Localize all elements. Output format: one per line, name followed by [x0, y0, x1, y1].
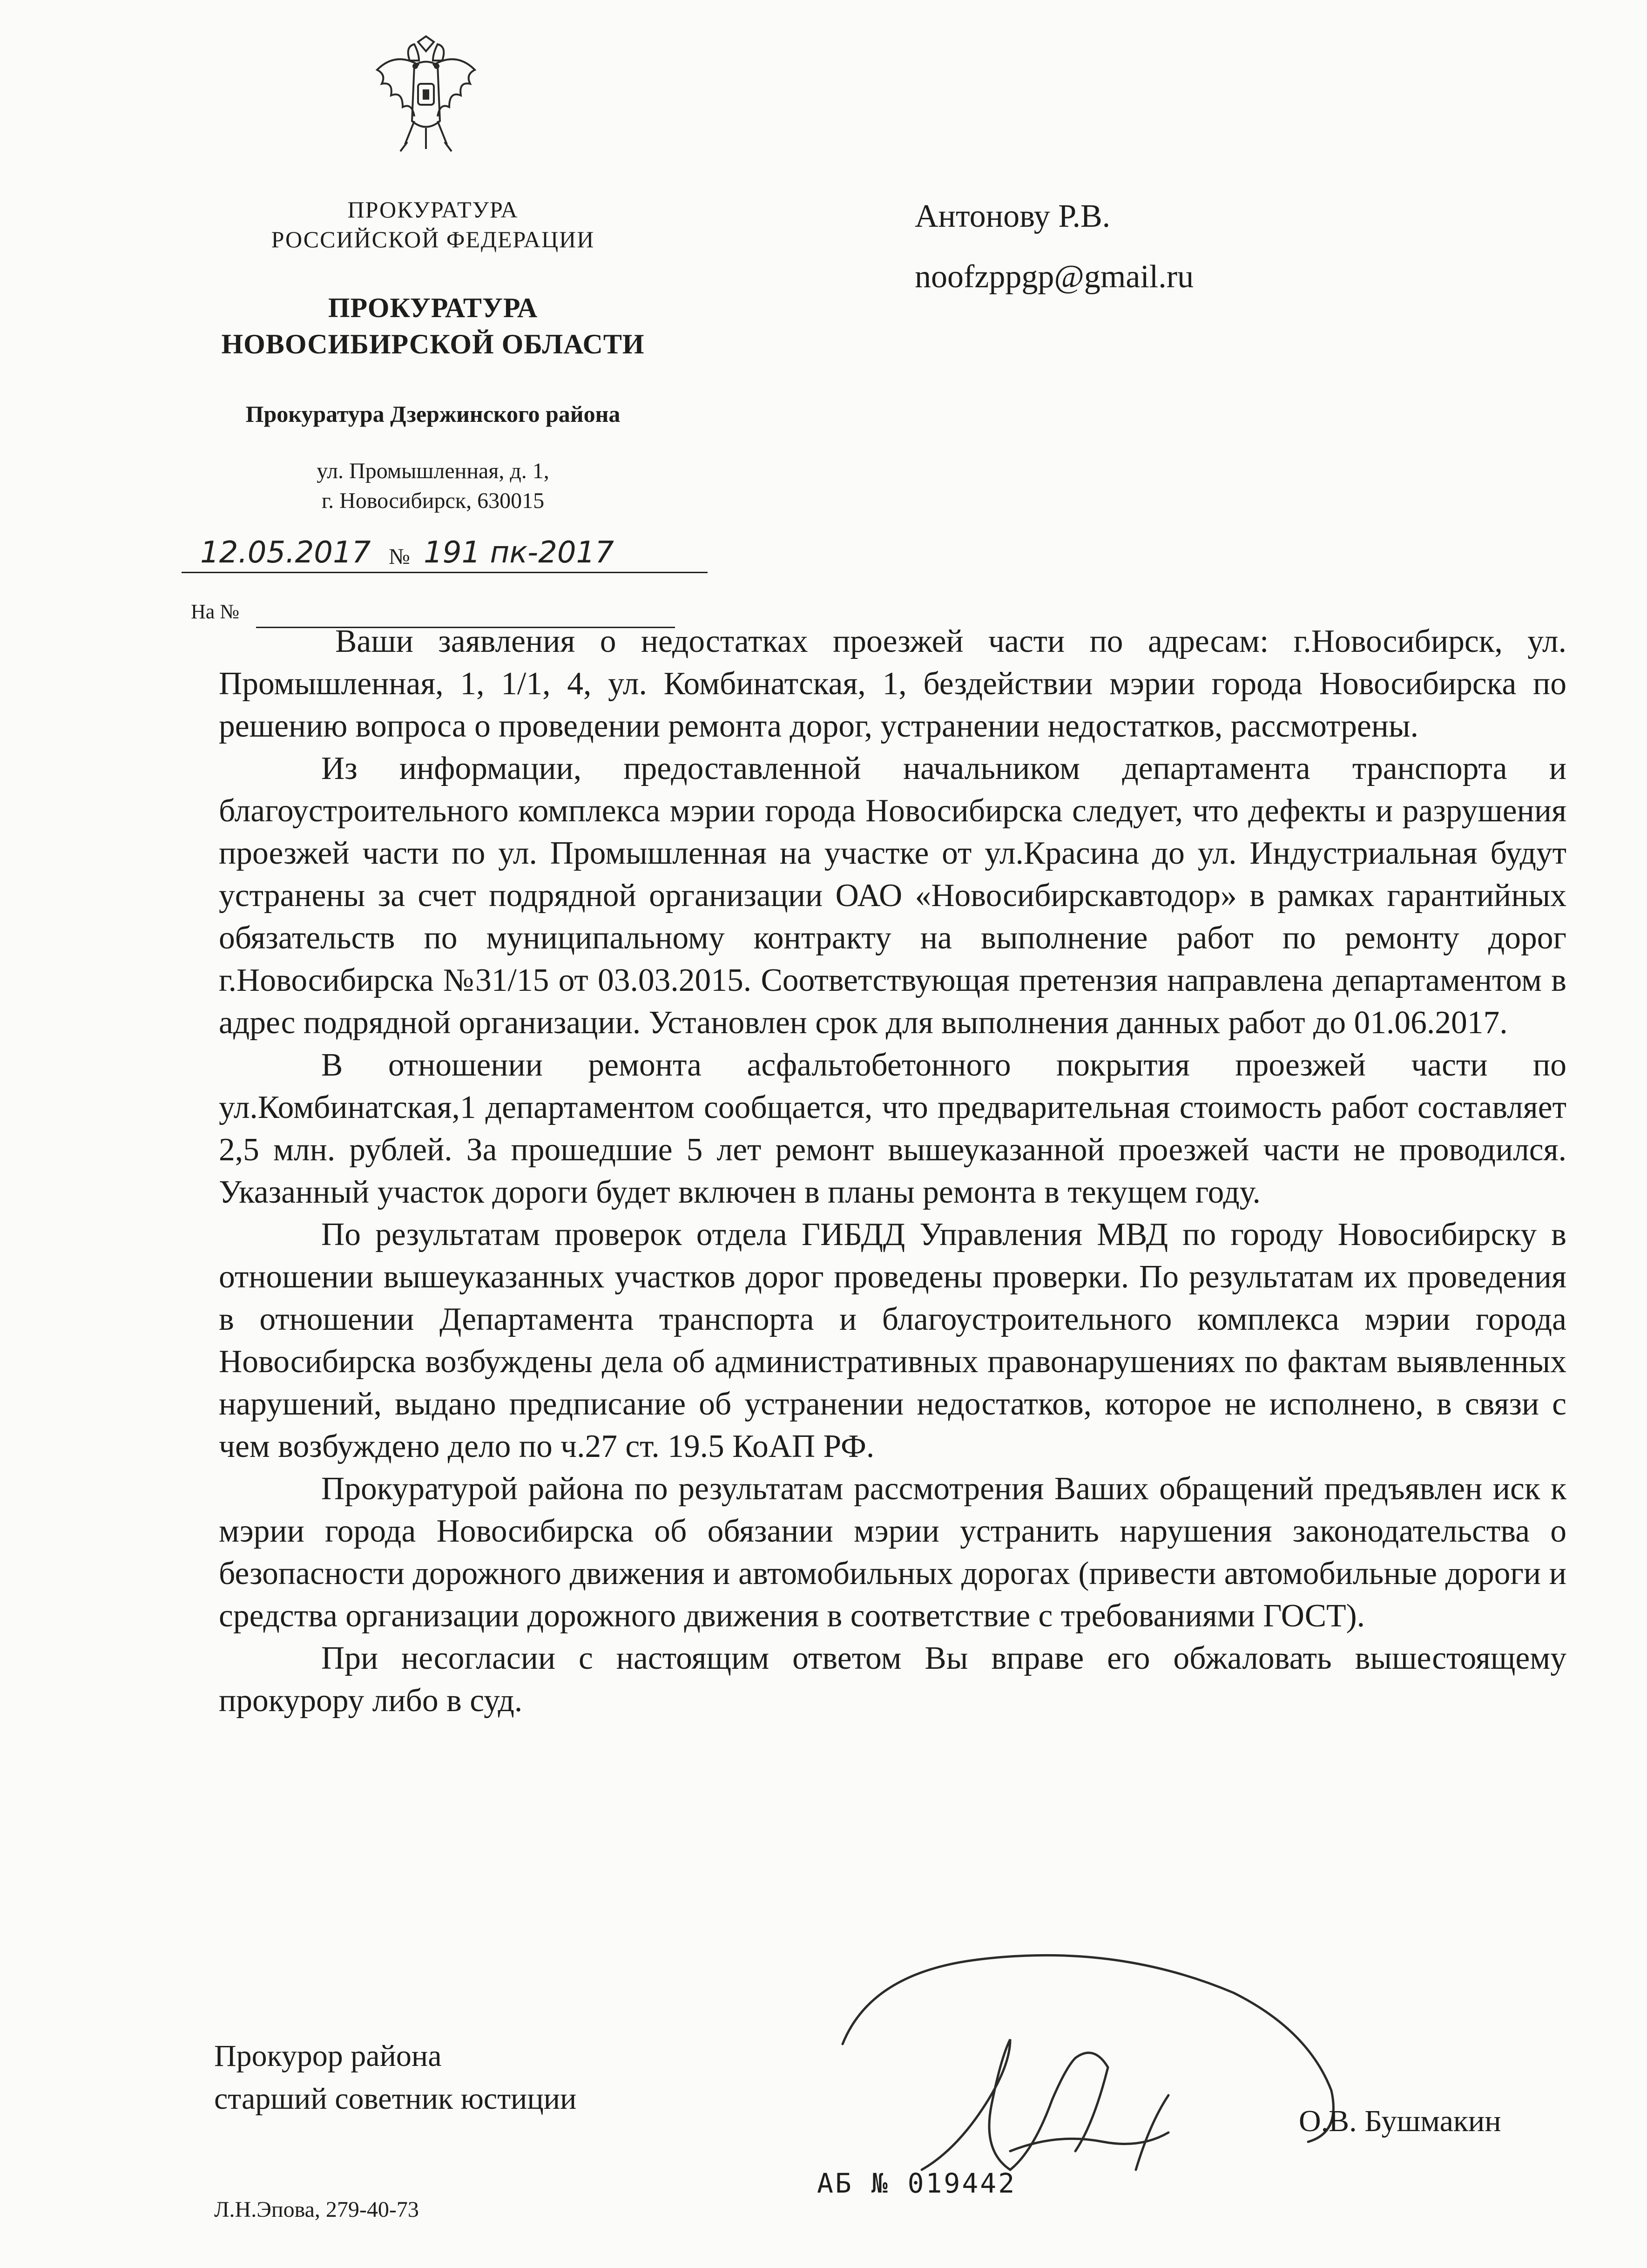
paragraph-5: Прокуратурой района по результатам рассмотрения Ваших обращений предъявлен иск к мэрии города Новосибирска об обязании мэрии устранить нарушения законодательства о безопасности дорожного движения и автомобильных дорогах (привести автомобильные дороги и средства организации дорожного движения в соответствие с требованиями ГОСТ). — [219, 1471, 1566, 1634]
signatory-title — [214, 2035, 576, 2120]
coat-of-arms-icon — [368, 33, 484, 163]
letter-body — [219, 620, 1566, 1722]
paragraph-3: В отношении ремонта асфальтобетонного покрытия проезжей части по ул.Комбинатская,1 департаментом сообщается, что предварительная стоимость работ составляет 2,5 млн. рублей. За прошедшие 5 лет ремонт вышеуказанной проезжей части не проводился. Указанный участок дороги будет включен в планы ремонта в текущем году. — [219, 1047, 1566, 1210]
signatory-name: О.В. Бушмакин — [1299, 2104, 1501, 2138]
signatory-title-line1: Прокурор района — [214, 2039, 442, 2073]
registration-line — [182, 535, 708, 573]
registration-number-sign: № — [389, 544, 410, 569]
org-name-regional-line1: ПРОКУРАТУРА — [328, 292, 538, 323]
registration-underline — [182, 572, 708, 573]
reference-label: На № — [191, 600, 240, 623]
org-district: Прокуратура Дзержинского района — [245, 401, 621, 427]
org-name-regional — [177, 290, 689, 362]
registration-date: 12.05.2017 — [200, 535, 371, 570]
org-address-line1: ул. Промышленная, д. 1, — [317, 459, 549, 483]
paragraph-1: Ваши заявления о недостатках проезжей части по адресам: г.Новосибирск, ул. Промышленная, 1, 1/1, 4, ул. Комбинатская, 1, бездействии мэрии города Новосибирска по решению вопроса о проведении ремонта дорог, устранении недостатков, рассмотрены. — [219, 623, 1566, 744]
paragraph-2: Из информации, предоставленной начальником департамента транспорта и благоустроительного комплекса мэрии города Новосибирска следует, что дефекты и разрушения проезжей части по ул. Промышленная на участке от ул.Красина до ул. Индустриальная будут устранены за счет подрядной организации ОАО «Новосибирскавтодор» в рамках гарантийных обязательств по муниципальному контракту на выполнение работ по ремонту дорог г.Новосибирска №31/15 от 03.03.2015. Соответствующая претензия направлена департаментом в адрес подрядной организации. Установлен срок для выполнения данных работ до 01.06.2017. — [219, 751, 1566, 1041]
recipient-email: noofzppgp@gmail.ru — [915, 259, 1194, 295]
handwritten-signature-icon — [815, 1890, 1397, 2198]
registration-number: 191 пк-2017 — [424, 535, 614, 570]
form-serial-number: АБ № 019442 — [817, 2167, 1017, 2199]
org-name-federal-line1: ПРОКУРАТУРА — [347, 196, 519, 223]
signatory-title-line2: старший советник юстиции — [214, 2082, 577, 2116]
org-name-regional-line2: НОВОСИБИРСКОЙ ОБЛАСТИ — [221, 329, 645, 359]
org-address — [177, 456, 689, 516]
org-address-line2: г. Новосибирск, 630015 — [321, 488, 545, 513]
paragraph-6: При несогласии с настоящим ответом Вы вправе его обжаловать вышестоящему прокурору либо в суд. — [219, 1640, 1566, 1719]
org-name-federal — [200, 195, 666, 254]
paragraph-4: По результатам проверок отдела ГИБДД Управления МВД по городу Новосибирску в отношении вышеуказанных участков дорог проведены проверки. По результатам их проведения в отношении Департамента транспорта и благоустроительного комплекса мэрии города Новосибирска возбуждены дела об административных правонарушениях по фактам выявленных нарушений, выдано предписание об устранении недостатков, которое не исполнено, в связи с чем возбуждено дело по ч.27 ст. 19.5 КоАП РФ. — [219, 1217, 1566, 1464]
recipient-block — [915, 196, 1194, 298]
executor-contact: Л.Н.Эпова, 279-40-73 — [214, 2197, 419, 2222]
recipient-name: Антонову Р.В. — [915, 198, 1111, 234]
org-name-federal-line2: РОССИЙСКОЙ ФЕДЕРАЦИИ — [271, 226, 595, 252]
